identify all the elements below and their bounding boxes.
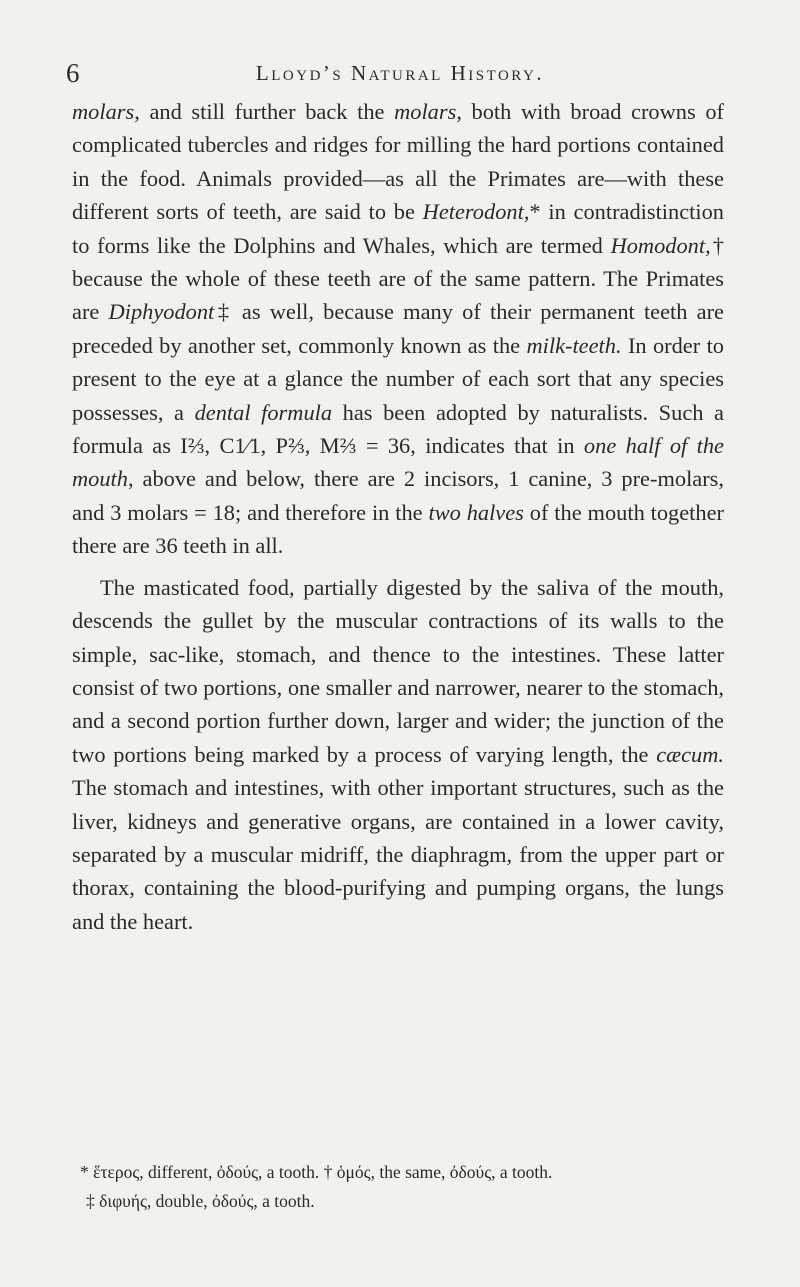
page-header bbox=[66, 58, 734, 92]
paragraph-digestion-end: The stomach and intestines, with other important structures, such as the liver, kidneys and generative organs, are contained in a lower cavity, separated by a muscular midriff, the diaphragm, from the upper part or thorax, containing the blood-purifying and pumping organs, the lungs and the heart. bbox=[72, 775, 724, 934]
footnote-line-2: ‡ διφυής, double, ὀδούς, a tooth. bbox=[86, 1191, 315, 1211]
running-head: Lloyd’s Natural History. bbox=[255, 61, 545, 85]
text-run: has been adopted by naturalists. Such a formula as I⅔, C1⁄1, P⅔, M⅔ = 36, indicates that in bbox=[72, 399, 724, 459]
italic-term: Homodont bbox=[610, 232, 706, 258]
text-run: , above and below, there are 2 incisors, 1 canine, 3 pre-molars, and 3 molars = 18; and therefore in the bbox=[72, 466, 724, 525]
text-run: ,† because the whole of these teeth are of the same pattern. The Primates are bbox=[72, 232, 725, 325]
text-run: ‡ as well, because many of their permanent teeth are preceded by another set, commonly known as the bbox=[72, 299, 724, 358]
italic-term: Heterodont bbox=[422, 199, 524, 225]
page-number: 6 bbox=[66, 58, 80, 88]
italic-term: dental formula bbox=[194, 399, 333, 425]
italic-term: Diphyodont bbox=[108, 299, 215, 325]
footnotes bbox=[72, 1158, 724, 1216]
italic-term: two halves bbox=[428, 499, 524, 525]
footnote-line-1: * ἕτερος, different, ὀδούς, a tooth. † ὁμός, the same, ὀδούς, a tooth. bbox=[80, 1162, 553, 1182]
caecum-term: cæcum. bbox=[656, 741, 724, 767]
text-run: , both with broad crowns of complicated tubercles and ridges for milling the hard portions contained in the food. Animals provided—as all the Primates are—with these different sorts of teeth, are said to be bbox=[72, 99, 724, 225]
text-run: ,* in contradistinction to forms like the Dolphins and Whales, which are termed bbox=[72, 199, 724, 258]
text-run: , and still further back the bbox=[134, 99, 395, 124]
italic-term: molars bbox=[72, 99, 135, 124]
italic-term: milk-teeth. bbox=[526, 332, 622, 358]
italic-term: one half of the mouth bbox=[72, 433, 724, 492]
paragraph-teeth bbox=[72, 95, 724, 563]
text-run: In order to present to the eye at a glance the number of each sort that any species possesses, a bbox=[72, 332, 724, 425]
body-text bbox=[72, 95, 724, 938]
italic-term: molars bbox=[394, 99, 457, 124]
paragraph-digestion-text: The masticated food, partially digested by the saliva of the mouth, descends the gullet by the muscular contractions of its walls to the simple, sac-like, stomach, and thence to the intestines. These latter consist of two portions, one smaller and narrower, nearer to the stomach, and a second portion further down, larger and wider; the junction of the two portions being marked by a process of varying length, the bbox=[72, 574, 724, 767]
paragraph-digestion bbox=[72, 571, 724, 938]
text-run: of the mouth together there are 36 teeth in all. bbox=[72, 499, 724, 559]
